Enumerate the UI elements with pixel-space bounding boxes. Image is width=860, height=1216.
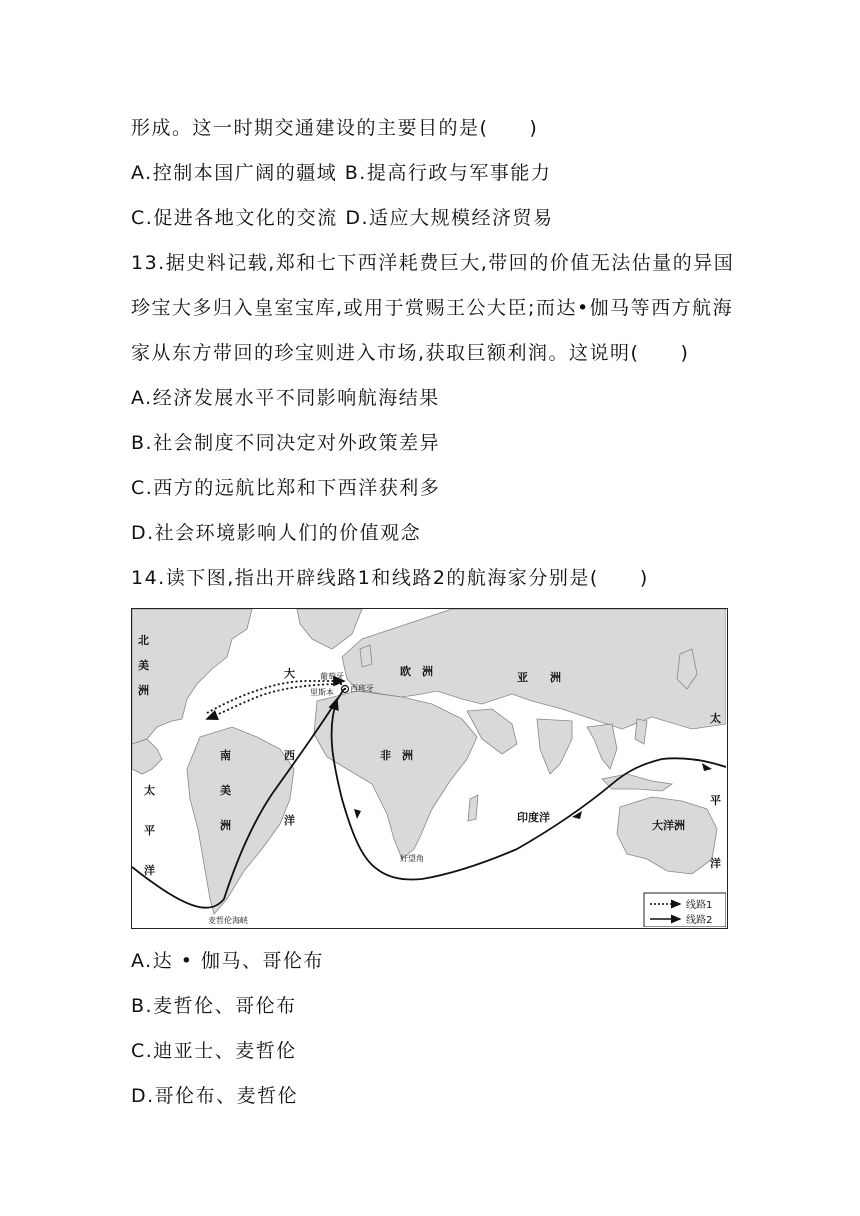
map-legend [644, 893, 726, 927]
label-africa: 非 洲 [380, 749, 413, 762]
q14-stem: 14.读下图,指出开辟线路1和线路2的航海家分别是( ) [131, 567, 649, 589]
q13-stem-line-3: 家从东方带回的珍宝则进入市场,获取巨额利润。这说明( ) [131, 342, 690, 364]
label-pacific-left-3: 洋 [144, 864, 155, 877]
q14-option-a: A.达 • 伽马、哥伦布 [131, 950, 324, 972]
label-magellan-strait: 麦哲伦海峡 [208, 916, 248, 925]
southeast-asia-landmass [587, 724, 617, 769]
madagascar-island [468, 795, 478, 821]
north-america-landmass [132, 609, 252, 744]
label-north-america-2: 美 [138, 659, 149, 672]
central-america-landmass [132, 739, 162, 774]
label-south-america-2: 美 [220, 784, 231, 797]
africa-landmass [314, 691, 477, 859]
world-map-routes [131, 608, 728, 929]
q12-options-cd: C.促进各地文化的交流 D.适应大规模经济贸易 [131, 207, 554, 229]
label-atlantic-2: 西 [284, 749, 295, 762]
label-pacific-right-3: 洋 [710, 857, 721, 870]
label-asia: 亚 洲 [517, 671, 561, 684]
label-atlantic-1: 大 [284, 667, 295, 680]
q13-stem-line-1: 13.据史料记载,郑和七下西洋耗费巨大,带回的价值无法估量的异国 [131, 252, 735, 274]
label-pacific-right-1: 太 [710, 712, 721, 725]
label-north-america-1: 北 [138, 634, 149, 647]
label-pacific-right-2: 平 [710, 794, 721, 807]
australia-landmass [617, 797, 717, 874]
label-cape-of-good-hope: 好望角 [400, 854, 424, 863]
legend-route-2: 线路2 [686, 915, 713, 926]
q14-option-b: B.麦哲伦、哥伦布 [131, 995, 297, 1017]
q12-options-ab: A.控制本国广阔的疆域 B.提高行政与军事能力 [131, 162, 552, 184]
label-north-america-3: 洲 [138, 684, 149, 697]
british-isles [360, 645, 372, 667]
q14-option-c: C.迪亚士、麦哲伦 [131, 1040, 297, 1062]
india-landmass [537, 719, 572, 774]
label-europe: 欧 洲 [400, 665, 433, 678]
label-south-america-1: 南 [220, 749, 231, 762]
greenland-landmass [297, 609, 362, 649]
label-pacific-left-1: 太 [144, 784, 155, 797]
q13-option-c: C.西方的远航比郑和下西洋获利多 [131, 477, 441, 499]
label-atlantic-3: 洋 [284, 814, 295, 827]
q13-option-a: A.经济发展水平不同影响航海结果 [131, 387, 440, 409]
label-indian-ocean: 印度洋 [517, 811, 550, 824]
philippines-islands [635, 719, 647, 744]
label-lisbon: 里斯本 [310, 688, 334, 697]
label-portugal: 葡萄牙 [320, 672, 344, 681]
q13-stem-line-2: 珍宝大多归入皇室宝库,或用于赏赐王公大臣;而达•伽马等西方航海 [131, 297, 734, 319]
q14-option-d: D.哥伦布、麦哲伦 [131, 1085, 299, 1107]
label-pacific-left-2: 平 [144, 824, 155, 837]
arabia-landmass [467, 709, 517, 754]
label-spain: 西班牙 [350, 684, 374, 693]
label-south-america-3: 洲 [220, 819, 231, 832]
q12-stem-tail: 形成。这一时期交通建设的主要目的是( ) [131, 117, 539, 139]
legend-route-1: 线路1 [686, 900, 713, 911]
label-oceania: 大洋洲 [652, 819, 685, 832]
q13-option-d: D.社会环境影响人们的价值观念 [131, 522, 422, 544]
q13-option-b: B.社会制度不同决定对外政策差异 [131, 432, 441, 454]
south-america-landmass [187, 727, 294, 914]
